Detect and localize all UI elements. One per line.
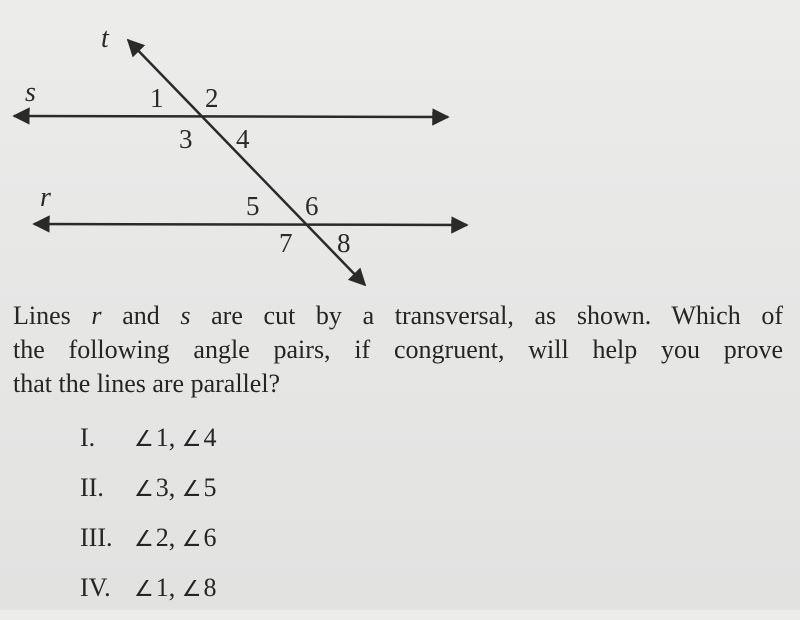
angle-label-3: 3 (179, 124, 193, 154)
angle-icon: ∠ (134, 527, 154, 552)
angle-icon: ∠ (181, 427, 202, 452)
choice-angle-pair: ∠2, ∠6 (134, 523, 217, 552)
choice-number: IV. (80, 573, 111, 602)
angle-label-8: 8 (337, 228, 351, 258)
variable-r: r (91, 301, 102, 330)
parallel-lines-diagram (0, 0, 800, 300)
question-line-3: that the lines are parallel? (13, 369, 281, 398)
angle-icon: ∠ (134, 577, 154, 602)
label-t: t (101, 23, 109, 54)
angle-label-7: 7 (279, 228, 293, 258)
choice-number: III. (80, 523, 113, 552)
label-r: r (40, 182, 51, 213)
angle-icon: ∠ (181, 477, 202, 502)
line-r (34, 224, 467, 225)
label-s: s (25, 77, 36, 108)
angle-icon: ∠ (181, 577, 202, 602)
choice-number: II. (80, 473, 104, 502)
choice-i (80, 420, 216, 470)
answer-choices (80, 420, 216, 620)
angle-icon: ∠ (134, 477, 154, 502)
angle-label-4: 4 (236, 124, 250, 154)
question-line-2: the following angle pairs, if congruent, will help you prove (13, 335, 783, 364)
line-s (14, 116, 448, 117)
choice-iv (80, 570, 216, 620)
angle-label-6: 6 (305, 191, 319, 221)
choice-ii (80, 470, 216, 520)
choice-iii (80, 520, 216, 570)
angle-label-2: 2 (205, 83, 219, 113)
choice-angle-pair: ∠1, ∠4 (134, 423, 217, 452)
choice-number: I. (80, 423, 96, 452)
angle-icon: ∠ (134, 427, 154, 452)
question-text (13, 299, 783, 401)
question-line-1: Lines r and s are cut by a transversal, as shown. Which of (13, 301, 783, 330)
variable-s: s (180, 301, 191, 330)
transversal-t (128, 40, 365, 285)
angle-label-5: 5 (246, 191, 260, 221)
choice-angle-pair: ∠1, ∠8 (134, 573, 217, 602)
angle-label-1: 1 (150, 83, 164, 113)
angle-icon: ∠ (181, 527, 202, 552)
choice-angle-pair: ∠3, ∠5 (134, 473, 217, 502)
